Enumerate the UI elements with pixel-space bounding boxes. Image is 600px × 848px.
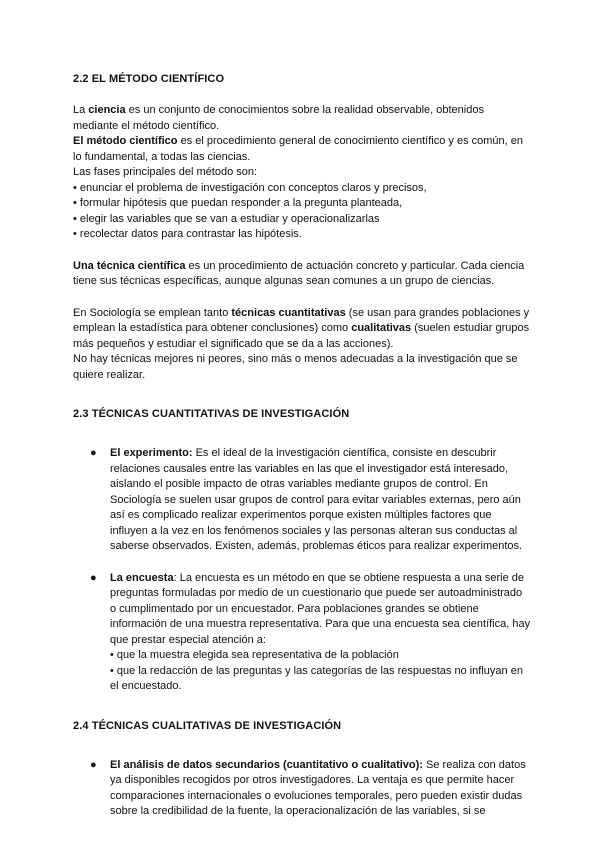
text: Es el ideal de la investigación científica, consiste en descubrir relaciones causales entre las variables en las que el investigador está interesado, aislando el posible impacto de otras variables mediante grupos de control. En Sociología se suelen usar grupos de control para evitar variables externas, pero aún así es complicado realizar experimentos porque existen múltiples factores que influyen a la vez en los fenómenos sociales y las personas alteran sus conductas al saberse observados. Existen, además, problemas éticos para realizar experimentos. <box>110 447 523 552</box>
phase-item: • enunciar el problema de investigación con conceptos claros y precisos, <box>73 181 427 194</box>
metodo-term: El método científico <box>73 135 178 147</box>
section-2-3-title: 2.3 TÉCNICAS CUANTITATIVAS DE INVESTIGACIÓN <box>73 408 350 420</box>
cuantitativas-term: técnicas cuantitativas <box>231 306 346 319</box>
cualitativas-term: cualitativas <box>351 322 412 334</box>
encuesta-subitem: • que la muestra elegida sea representativa de la población <box>110 649 399 661</box>
ciencia-term: ciencia <box>88 104 126 116</box>
phase-item: • formular hipótesis que puedan responder a la pregunta planteada, <box>73 197 403 209</box>
bullet-icon: ● <box>90 758 97 771</box>
text: es el procedimiento general de conocimiento científico y es común, en lo fundamental, a todas las ciencias. <box>73 135 523 163</box>
spacer <box>73 555 531 571</box>
sociologia-paragraph <box>73 306 531 353</box>
quantitative-techniques-list <box>73 446 531 695</box>
text: es un conjunto de conocimientos sobre la realidad observable, obtenidos mediante el método científico. <box>73 104 484 132</box>
bullet-icon: ● <box>90 447 97 459</box>
experimento-term: El experimento: <box>110 447 193 459</box>
ciencia-definition <box>73 103 531 134</box>
encuesta-subitem: • que la redacción de las preguntas y las categorías de las respuestas no influyan en el encuestado. <box>110 664 523 692</box>
section-2-2-title: 2.2 EL MÉTODO CIENTÍFICO <box>73 73 225 85</box>
text: : La encuesta es un método en que se obtiene respuesta a una serie de preguntas formuladas por medio de un cuestionario que puede ser autoadministrado o cumplimentado por un encuestador. Para poblaciones grandes se obtiene información de una muestra representativa. Para que una encuesta sea científica, hay que prestar especial atención a: <box>110 571 531 646</box>
tecnica-term: Una técnica científica <box>73 259 186 272</box>
phase-item: • elegir las variables que se van a estudiar y operacionalizarlas <box>73 212 380 225</box>
text: (se usan para grandes poblaciones y emplean la estadística para obtener conclusiones) como <box>73 306 530 334</box>
text: La <box>73 104 89 116</box>
datos-secundarios-term: El análisis de datos secundarios (cuantitativo o cualitativo): <box>110 758 423 771</box>
phases-intro: Las fases principales del método son: <box>73 166 258 178</box>
document-page <box>73 72 531 820</box>
metodo-definition <box>73 134 531 165</box>
text: es un procedimiento de actuación concreto y particular. Cada ciencia tiene sus técnicas específicas, aunque algunas sean comunes a un grupo de ciencias. <box>73 259 525 287</box>
encuesta-term: La encuesta <box>110 571 174 584</box>
tecnica-definition <box>73 259 531 290</box>
section-2-4-title: 2.4 TÉCNICAS CUALITATIVAS DE INVESTIGACIÓN <box>73 719 342 732</box>
bullet-icon: ● <box>90 571 97 584</box>
list-item-encuesta <box>73 571 531 695</box>
text: (suelen estudiar grupos más pequeños y estudiar el significado que se da a las acciones). <box>73 322 530 350</box>
qualitative-techniques-list <box>73 758 531 820</box>
list-item-datos-secundarios <box>73 758 531 820</box>
no-hay-tecnicas-paragraph: No hay técnicas mejores ni peores, sino más o menos adecuadas a la investigación que se quiere realizar. <box>73 353 518 381</box>
phase-item: • recolectar datos para contrastar las hipótesis. <box>73 228 302 240</box>
text: En Sociología se emplean tanto <box>73 306 232 319</box>
text: Se realiza con datos ya disponibles recogidos por otros investigadores. La ventaja es que permite hacer comparaciones internacionales o evoluciones temporales, pero pueden existir dudas sobre la credibilidad de la fuente, la operacionalización de las variables, si se <box>110 758 526 817</box>
list-item-experimento <box>73 446 531 555</box>
